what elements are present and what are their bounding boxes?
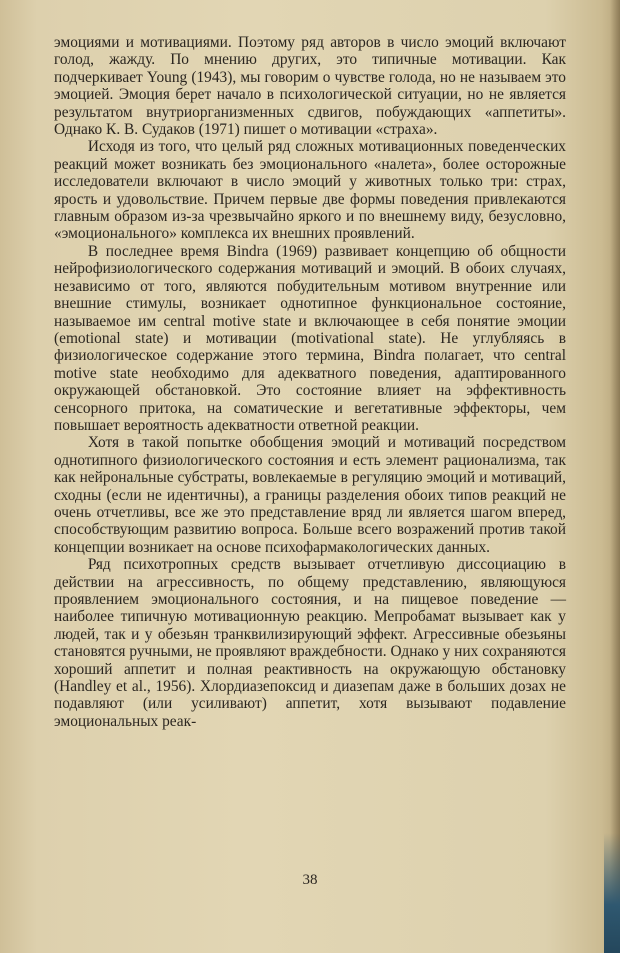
paragraph-4: Хотя в такой попытке обобщения эмоций и мотиваций посредством однотипного физиологического состояния и есть элемент рационализма, так как нейрональные субстраты, вовлекаемые в регуляцию эмоций и мотиваций, сходны (если не идентичны), а границы разделения обоих типов реакций не очень отчетливы, все же это представление вряд ли является шагом вперед, способствующим развитию вопроса. Больше всего возражений против такой концепции возникает на основе психофармакологических данных. [54, 434, 566, 556]
paragraph-5: Ряд психотропных средств вызывает отчетливую диссоциацию в действии на агрессивность, по общему представлению, являющуюся проявлением эмоционального состояния, и на пищевое поведение — наиболее типичную мотивационную реакцию. Мепробамат вызывает как у людей, так и у обезьян транквилизирующий эффект. Агрессивные обезьяны становятся ручными, не проявляют враждебности. Однако у них сохраняются хороший аппетит и полная реактивность на окружающую обстановку (Handley et al., 1956). Хлордиазепоксид и диазепам даже в больших дозах не подавляют (или усиливают) аппетит, хотя вызывают подавление эмоциональных реак- [54, 556, 566, 730]
binding-edge [604, 833, 620, 953]
paragraph-3: В последнее время Bindra (1969) развивает концепцию об общности нейрофизиологического содержания мотиваций и эмоций. В обоих случаях, независимо от того, являются побудительным мотивом внутренние или внешние стимулы, возникает однотипное функциональное состояние, называемое им central motive state и включающее в себя понятие эмоции (emotional state) и мотивации (motivational state). Не углубляясь в физиологическое содержание этого термина, Bindra полагает, что central motive state необходимо для адекватного поведения, адаптированного окружающей обстановкой. Это состояние влияет на эффективность сенсорного притока, на соматические и вегетативные эффекторы, чем повышает вероятность адекватности ответной реакции. [54, 242, 566, 434]
page-number: 38 [302, 872, 318, 888]
paragraph-1: эмоциями и мотивациями. Поэтому ряд авторов в число эмоций включают голод, жажду. По мнению других, это типичные мотивации. Как подчеркивает Young (1943), мы говорим о чувстве голода, но не называем это эмоцией. Эмоция берет начало в психологической ситуации, но не является результатом внутриорганизменных сдвигов, побуждающих «аппетиты». Однако К. В. Судаков (1971) пишет о мотивации «страха». [54, 34, 566, 139]
paragraph-2: Исходя из того, что целый ряд сложных мотивационных поведенческих реакций может возникать без эмоционального «налета», более осторожные исследователи включают в число эмоций у животных только три: страх, ярость и удовольствие. Причем первые две формы поведения привлекаются главным образом из-за чрезвычайно яркого и по внешнему виду, безусловно, «эмоционального» комплекса их внешних проявлений. [54, 138, 566, 243]
page-edge-shadow [610, 0, 620, 953]
body-text [54, 34, 566, 730]
